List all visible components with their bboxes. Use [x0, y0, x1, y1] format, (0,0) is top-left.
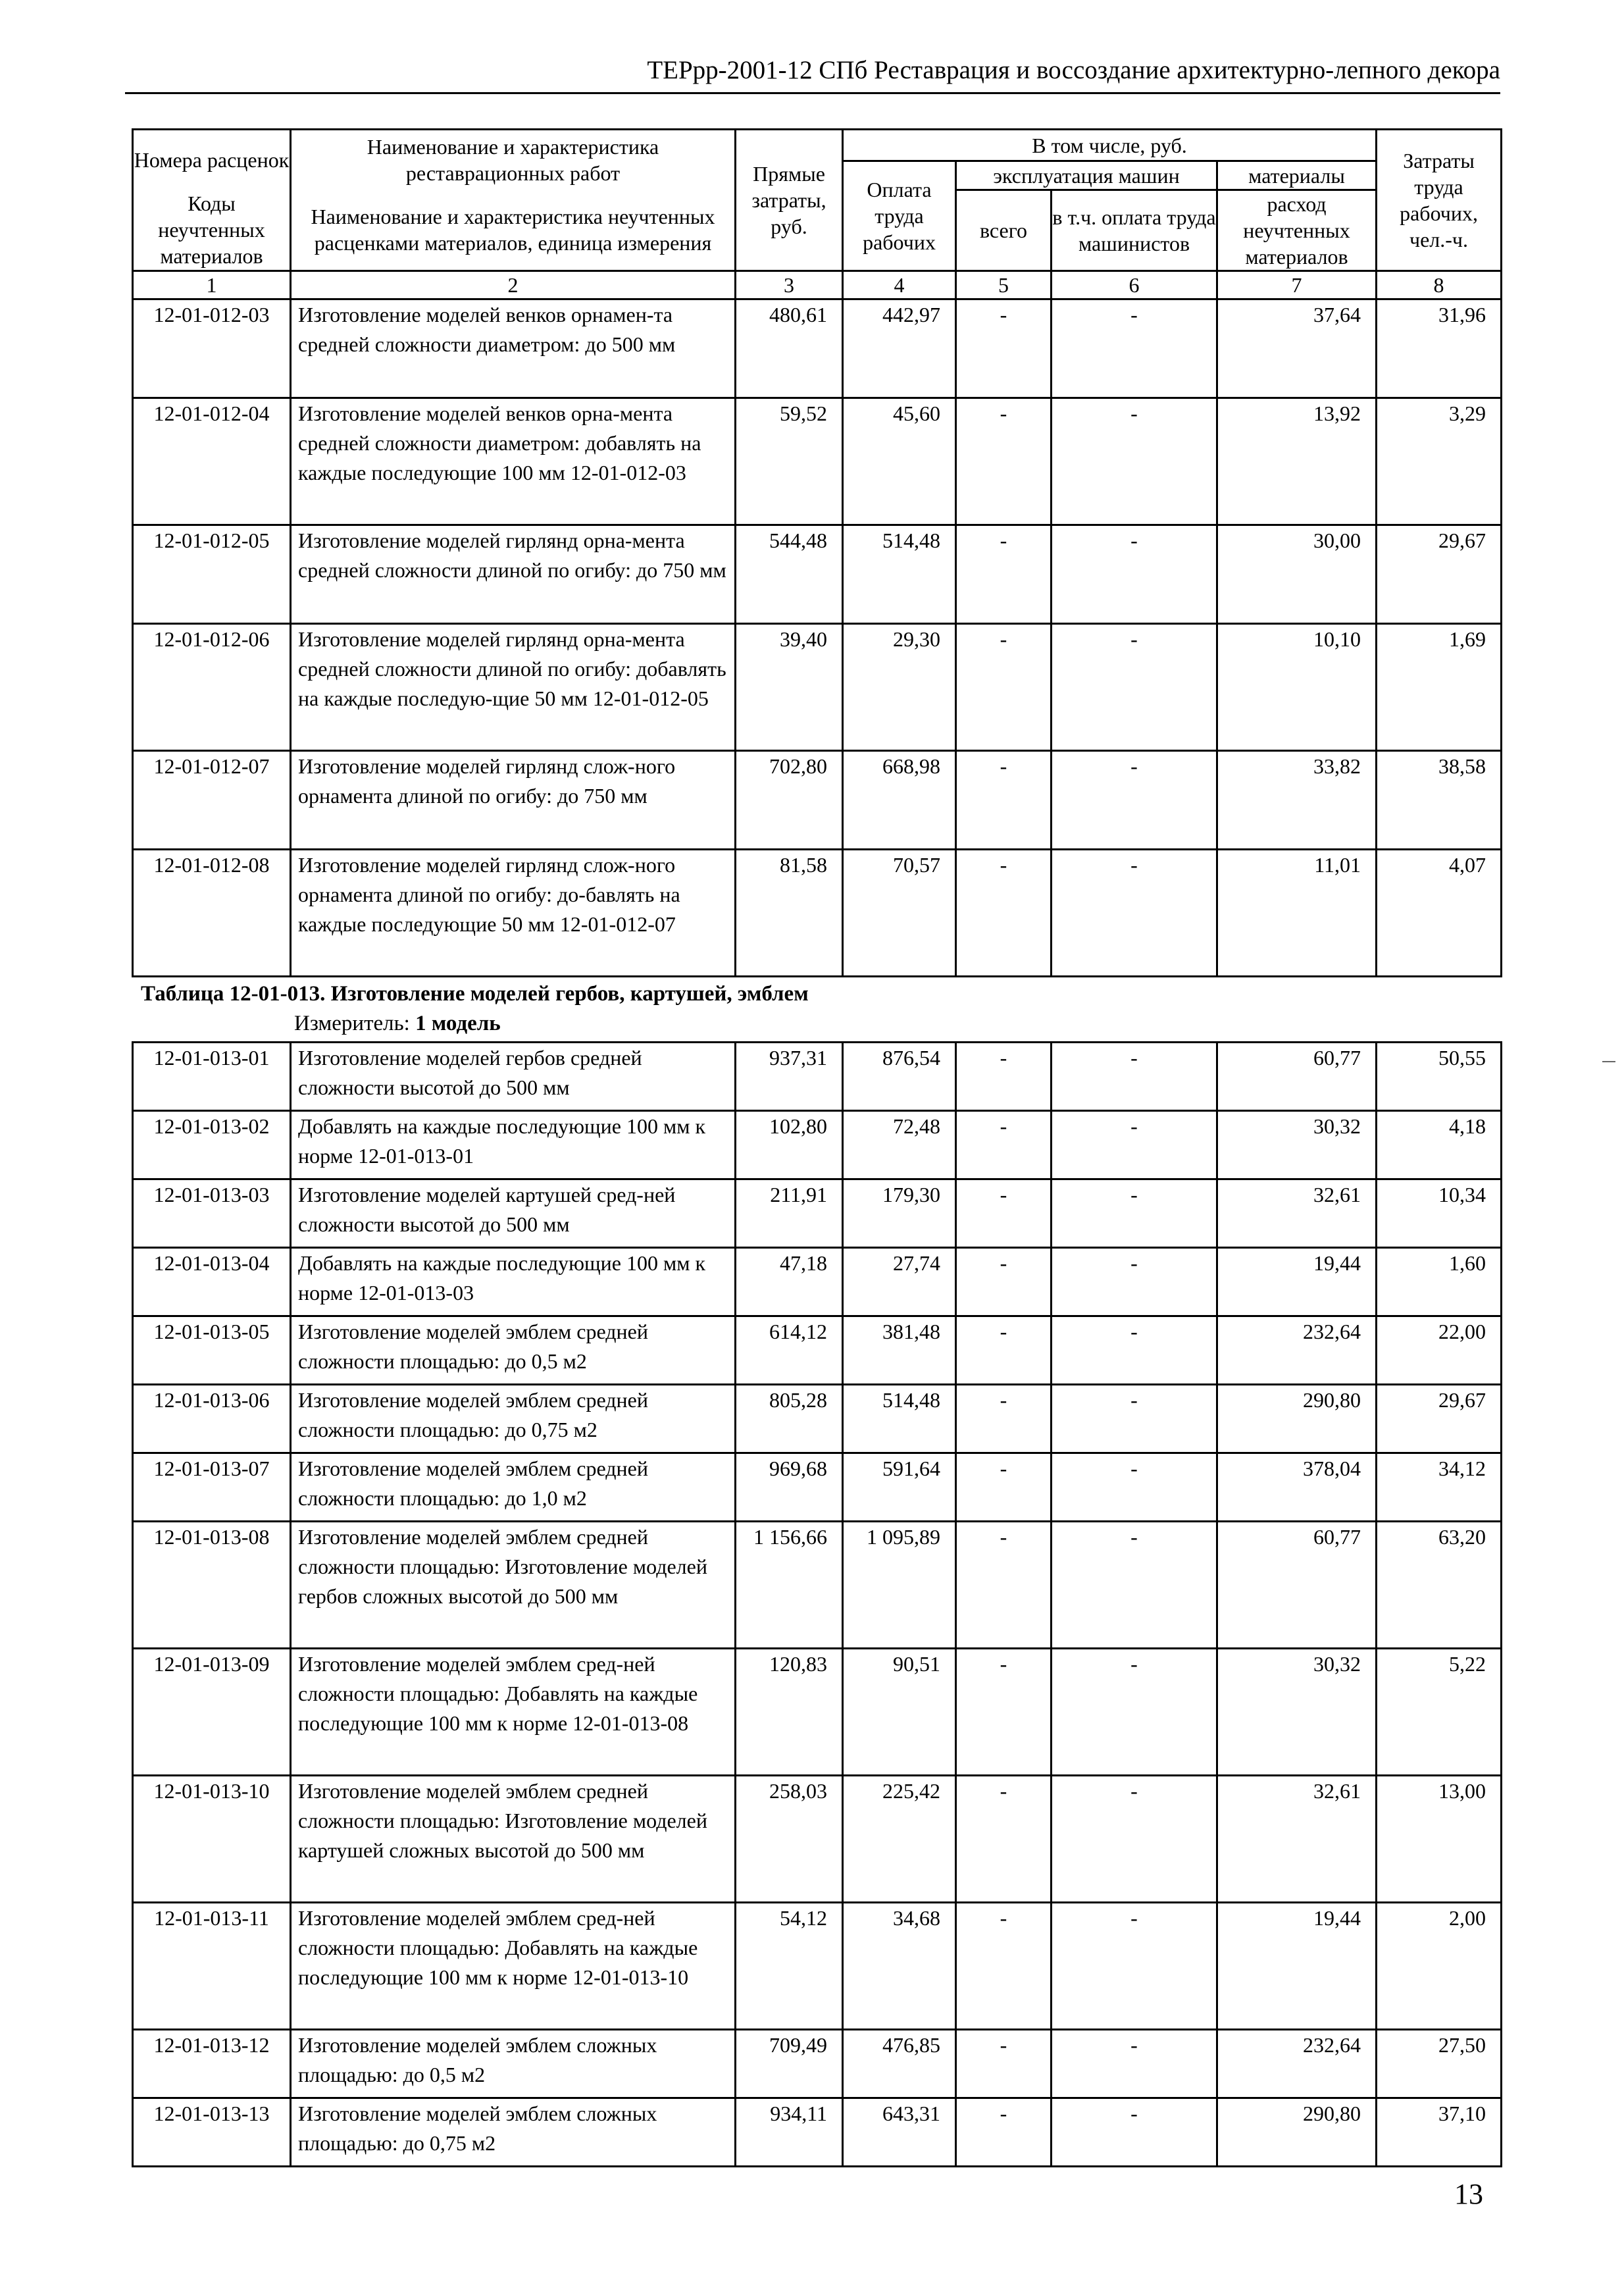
machines-value: -	[956, 624, 1052, 751]
col-header-rate-numbers: Номера расценок	[133, 130, 291, 190]
materials-value: 33,82	[1217, 751, 1377, 850]
operator-pay-value: -	[1052, 299, 1217, 398]
rate-code: 12-01-013-11	[133, 1903, 291, 2030]
worker-pay-value: 514,48	[843, 525, 956, 624]
machines-value: -	[956, 2098, 1052, 2167]
worker-pay-value: 72,48	[843, 1111, 956, 1179]
table-row	[133, 1043, 1502, 1111]
materials-value: 32,61	[1217, 1179, 1377, 1248]
col-header-including: В том числе, руб.	[843, 130, 1377, 161]
operator-pay-value: -	[1052, 1453, 1217, 1522]
labor-costs-value: 4,18	[1377, 1111, 1502, 1179]
labor-costs-value: 50,55	[1377, 1043, 1502, 1111]
rate-name: Добавлять на каждые последующие 100 мм к норме 12-01-013-01	[291, 1111, 736, 1179]
labor-costs-value: 2,00	[1377, 1903, 1502, 2030]
worker-pay-value: 34,68	[843, 1903, 956, 2030]
rate-name: Изготовление моделей эмблем средней сложности площадью: до 0,5 м2	[291, 1316, 736, 1385]
direct-costs-value: 544,48	[736, 525, 843, 624]
materials-value: 290,80	[1217, 1385, 1377, 1453]
labor-costs-value: 29,67	[1377, 1385, 1502, 1453]
labor-costs-value: 27,50	[1377, 2030, 1502, 2098]
measure-value: 1 модель	[415, 1012, 501, 1035]
operator-pay-value: -	[1052, 1316, 1217, 1385]
rate-code: 12-01-012-03	[133, 299, 291, 398]
table-row	[133, 1649, 1502, 1776]
rate-code: 12-01-012-04	[133, 398, 291, 525]
labor-costs-value: 31,96	[1377, 299, 1502, 398]
machines-value: -	[956, 1179, 1052, 1248]
col-number: 4	[843, 271, 956, 299]
operator-pay-value: -	[1052, 1903, 1217, 2030]
col-header-material-consumption: расход неучтенных материалов	[1217, 190, 1377, 271]
operator-pay-value: -	[1052, 1111, 1217, 1179]
rate-name: Изготовление моделей венков орнамен-та средней сложности диаметром: до 500 мм	[291, 299, 736, 398]
machines-value: -	[956, 1903, 1052, 2030]
col-number: 3	[736, 271, 843, 299]
materials-value: 232,64	[1217, 1316, 1377, 1385]
labor-costs-value: 38,58	[1377, 751, 1502, 850]
rate-name: Добавлять на каждые последующие 100 мм к норме 12-01-013-03	[291, 1248, 736, 1316]
rate-name: Изготовление моделей эмблем средней сложности площадью: Изготовление моделей картушей сложных высотой до 500 мм	[291, 1776, 736, 1903]
direct-costs-value: 702,80	[736, 751, 843, 850]
labor-costs-value: 1,60	[1377, 1248, 1502, 1316]
table-row	[133, 1248, 1502, 1316]
col-number: 6	[1052, 271, 1217, 299]
materials-value: 32,61	[1217, 1776, 1377, 1903]
materials-value: 30,32	[1217, 1649, 1377, 1776]
rate-name: Изготовление моделей венков орна-мента средней сложности диаметром: добавлять на каждые последующие 100 мм 12-01-012-03	[291, 398, 736, 525]
page-number: 13	[1454, 2178, 1483, 2210]
materials-value: 60,77	[1217, 1043, 1377, 1111]
col-number: 1	[133, 271, 291, 299]
table-row	[133, 1385, 1502, 1453]
table-row	[133, 1903, 1502, 2030]
col-header-worker-pay: Оплата труда рабочих	[843, 161, 956, 271]
materials-value: 19,44	[1217, 1903, 1377, 2030]
operator-pay-value: -	[1052, 1248, 1217, 1316]
direct-costs-value: 81,58	[736, 850, 843, 977]
worker-pay-value: 514,48	[843, 1385, 956, 1453]
rate-code: 12-01-012-05	[133, 525, 291, 624]
rate-code: 12-01-012-06	[133, 624, 291, 751]
table-caption: Таблица 12-01-013. Изготовление моделей гербов, картушей, эмблем	[141, 982, 809, 1006]
materials-value: 13,92	[1217, 398, 1377, 525]
machines-value: -	[956, 1453, 1052, 1522]
rates-table-12-01-013	[132, 1041, 1502, 2167]
rate-name: Изготовление моделей гирлянд слож-ного орнамента длиной по огибу: до 750 мм	[291, 751, 736, 850]
table-row	[133, 1522, 1502, 1649]
materials-value: 378,04	[1217, 1453, 1377, 1522]
direct-costs-value: 614,12	[736, 1316, 843, 1385]
col-number: 2	[291, 271, 736, 299]
machines-value: -	[956, 1522, 1052, 1649]
rate-code: 12-01-013-12	[133, 2030, 291, 2098]
materials-value: 10,10	[1217, 624, 1377, 751]
table-row	[133, 1179, 1502, 1248]
operator-pay-value: -	[1052, 398, 1217, 525]
measure-label: Измеритель:	[294, 1012, 410, 1035]
direct-costs-value: 54,12	[736, 1903, 843, 2030]
direct-costs-value: 934,11	[736, 2098, 843, 2167]
materials-value: 30,32	[1217, 1111, 1377, 1179]
direct-costs-value: 211,91	[736, 1179, 843, 1248]
worker-pay-value: 876,54	[843, 1043, 956, 1111]
rate-name: Изготовление моделей гирлянд слож-ного орнамента длиной по огибу: до-бавлять на каждые последующие 50 мм 12-01-012-07	[291, 850, 736, 977]
rate-code: 12-01-013-04	[133, 1248, 291, 1316]
col-header-machines-total: всего	[956, 190, 1052, 271]
rate-name: Изготовление моделей картушей сред-ней сложности высотой до 500 мм	[291, 1179, 736, 1248]
worker-pay-value: 27,74	[843, 1248, 956, 1316]
header-rule	[125, 92, 1500, 94]
operator-pay-value: -	[1052, 1179, 1217, 1248]
rate-code: 12-01-013-07	[133, 1453, 291, 1522]
col-header-direct-costs: Прямые затраты, руб.	[736, 130, 843, 271]
rate-code: 12-01-013-08	[133, 1522, 291, 1649]
machines-value: -	[956, 1043, 1052, 1111]
operator-pay-value: -	[1052, 751, 1217, 850]
operator-pay-value: -	[1052, 525, 1217, 624]
direct-costs-value: 39,40	[736, 624, 843, 751]
rate-name: Изготовление моделей эмблем средней сложности площадью: до 0,75 м2	[291, 1385, 736, 1453]
labor-costs-value: 34,12	[1377, 1453, 1502, 1522]
rates-table-12-01-012	[132, 128, 1502, 977]
operator-pay-value: -	[1052, 1522, 1217, 1649]
rate-name: Изготовление моделей эмблем сред-ней сложности площадью: Добавлять на каждые последующие 100 мм к норме 12-01-013-08	[291, 1649, 736, 1776]
rate-name: Изготовление моделей эмблем средней сложности площадью: Изготовление моделей гербов сложных высотой до 500 мм	[291, 1522, 736, 1649]
labor-costs-value: 3,29	[1377, 398, 1502, 525]
table-row	[133, 299, 1502, 398]
table-row	[133, 751, 1502, 850]
table-row	[133, 398, 1502, 525]
worker-pay-value: 643,31	[843, 2098, 956, 2167]
rate-code: 12-01-013-10	[133, 1776, 291, 1903]
table-row	[133, 624, 1502, 751]
direct-costs-value: 969,68	[736, 1453, 843, 1522]
materials-value: 11,01	[1217, 850, 1377, 977]
labor-costs-value: 29,67	[1377, 525, 1502, 624]
direct-costs-value: 102,80	[736, 1111, 843, 1179]
worker-pay-value: 591,64	[843, 1453, 956, 1522]
machines-value: -	[956, 1248, 1052, 1316]
worker-pay-value: 90,51	[843, 1649, 956, 1776]
table-row	[133, 1111, 1502, 1179]
operator-pay-value: -	[1052, 850, 1217, 977]
direct-costs-value: 1 156,66	[736, 1522, 843, 1649]
direct-costs-value: 805,28	[736, 1385, 843, 1453]
worker-pay-value: 476,85	[843, 2030, 956, 2098]
col-header-labor-costs: Затраты труда рабочих, чел.-ч.	[1377, 130, 1502, 271]
machines-value: -	[956, 299, 1052, 398]
table-row	[133, 850, 1502, 977]
machines-value: -	[956, 1776, 1052, 1903]
labor-costs-value: 5,22	[1377, 1649, 1502, 1776]
materials-value: 37,64	[1217, 299, 1377, 398]
labor-costs-value: 4,07	[1377, 850, 1502, 977]
table-row	[133, 1776, 1502, 1903]
worker-pay-value: 381,48	[843, 1316, 956, 1385]
rate-name: Изготовление моделей эмблем средней сложности площадью: до 1,0 м2	[291, 1453, 736, 1522]
worker-pay-value: 225,42	[843, 1776, 956, 1903]
labor-costs-value: 22,00	[1377, 1316, 1502, 1385]
rate-name: Изготовление моделей гирлянд орна-мента средней сложности длиной по огибу: до 750 мм	[291, 525, 736, 624]
worker-pay-value: 442,97	[843, 299, 956, 398]
machines-value: -	[956, 398, 1052, 525]
operator-pay-value: -	[1052, 1649, 1217, 1776]
table-measure	[294, 1009, 501, 1038]
worker-pay-value: 45,60	[843, 398, 956, 525]
operator-pay-value: -	[1052, 2098, 1217, 2167]
direct-costs-value: 258,03	[736, 1776, 843, 1903]
machines-value: -	[956, 1316, 1052, 1385]
operator-pay-value: -	[1052, 1043, 1217, 1111]
operator-pay-value: -	[1052, 2030, 1217, 2098]
machines-value: -	[956, 525, 1052, 624]
col-header-materials: материалы	[1217, 161, 1377, 190]
rate-code: 12-01-012-08	[133, 850, 291, 977]
col-number: 8	[1377, 271, 1502, 299]
labor-costs-value: 37,10	[1377, 2098, 1502, 2167]
operator-pay-value: -	[1052, 1385, 1217, 1453]
labor-costs-value: 10,34	[1377, 1179, 1502, 1248]
labor-costs-value: 1,69	[1377, 624, 1502, 751]
rate-name: Изготовление моделей эмблем сред-ней сложности площадью: Добавлять на каждые последующие 100 мм к норме 12-01-013-10	[291, 1903, 736, 2030]
machines-value: -	[956, 751, 1052, 850]
materials-value: 19,44	[1217, 1248, 1377, 1316]
rate-code: 12-01-012-07	[133, 751, 291, 850]
direct-costs-value: 709,49	[736, 2030, 843, 2098]
table-row	[133, 2030, 1502, 2098]
labor-costs-value: 63,20	[1377, 1522, 1502, 1649]
direct-costs-value: 937,31	[736, 1043, 843, 1111]
table-row	[133, 1316, 1502, 1385]
rate-code: 12-01-013-05	[133, 1316, 291, 1385]
materials-value: 290,80	[1217, 2098, 1377, 2167]
rate-name: Изготовление моделей эмблем сложных площадью: до 0,75 м2	[291, 2098, 736, 2167]
direct-costs-value: 480,61	[736, 299, 843, 398]
rate-code: 12-01-013-09	[133, 1649, 291, 1776]
labor-costs-value: 13,00	[1377, 1776, 1502, 1903]
col-header-material-names: Наименование и характеристика неучтенных расценками материалов, единица измерения	[291, 190, 736, 271]
direct-costs-value: 120,83	[736, 1649, 843, 1776]
rate-name: Изготовление моделей эмблем сложных площадью: до 0,5 м2	[291, 2030, 736, 2098]
rate-code: 12-01-013-03	[133, 1179, 291, 1248]
col-header-material-codes: Коды неучтенных материалов	[133, 190, 291, 271]
direct-costs-value: 47,18	[736, 1248, 843, 1316]
materials-value: 232,64	[1217, 2030, 1377, 2098]
rate-name: Изготовление моделей гирлянд орна-мента средней сложности длиной по огибу: добавлять на каждые последую-щие 50 мм 12-01-012-05	[291, 624, 736, 751]
worker-pay-value: 179,30	[843, 1179, 956, 1248]
operator-pay-value: -	[1052, 1776, 1217, 1903]
col-header-operator-pay: в т.ч. оплата труда машинистов	[1052, 190, 1217, 271]
worker-pay-value: 668,98	[843, 751, 956, 850]
col-number: 7	[1217, 271, 1377, 299]
rate-code: 12-01-013-06	[133, 1385, 291, 1453]
table-row	[133, 1453, 1502, 1522]
worker-pay-value: 70,57	[843, 850, 956, 977]
table-row	[133, 525, 1502, 624]
machines-value: -	[956, 850, 1052, 977]
col-header-machine-operation: эксплуатация машин	[956, 161, 1217, 190]
table-row	[133, 2098, 1502, 2167]
rate-code: 12-01-013-01	[133, 1043, 291, 1111]
rate-code: 12-01-013-02	[133, 1111, 291, 1179]
worker-pay-value: 1 095,89	[843, 1522, 956, 1649]
col-header-work-name: Наименование и характеристика реставрационных работ	[291, 130, 736, 190]
worker-pay-value: 29,30	[843, 624, 956, 751]
machines-value: -	[956, 1111, 1052, 1179]
page-header-title: ТЕРрр-2001-12 СПб Реставрация и воссоздание архитектурно-лепного декора	[647, 56, 1500, 84]
rate-code: 12-01-013-13	[133, 2098, 291, 2167]
materials-value: 60,77	[1217, 1522, 1377, 1649]
rate-name: Изготовление моделей гербов средней сложности высотой до 500 мм	[291, 1043, 736, 1111]
machines-value: -	[956, 1649, 1052, 1776]
machines-value: -	[956, 2030, 1052, 2098]
machines-value: -	[956, 1385, 1052, 1453]
direct-costs-value: 59,52	[736, 398, 843, 525]
materials-value: 30,00	[1217, 525, 1377, 624]
margin-mark	[1602, 1061, 1615, 1062]
col-number: 5	[956, 271, 1052, 299]
operator-pay-value: -	[1052, 624, 1217, 751]
